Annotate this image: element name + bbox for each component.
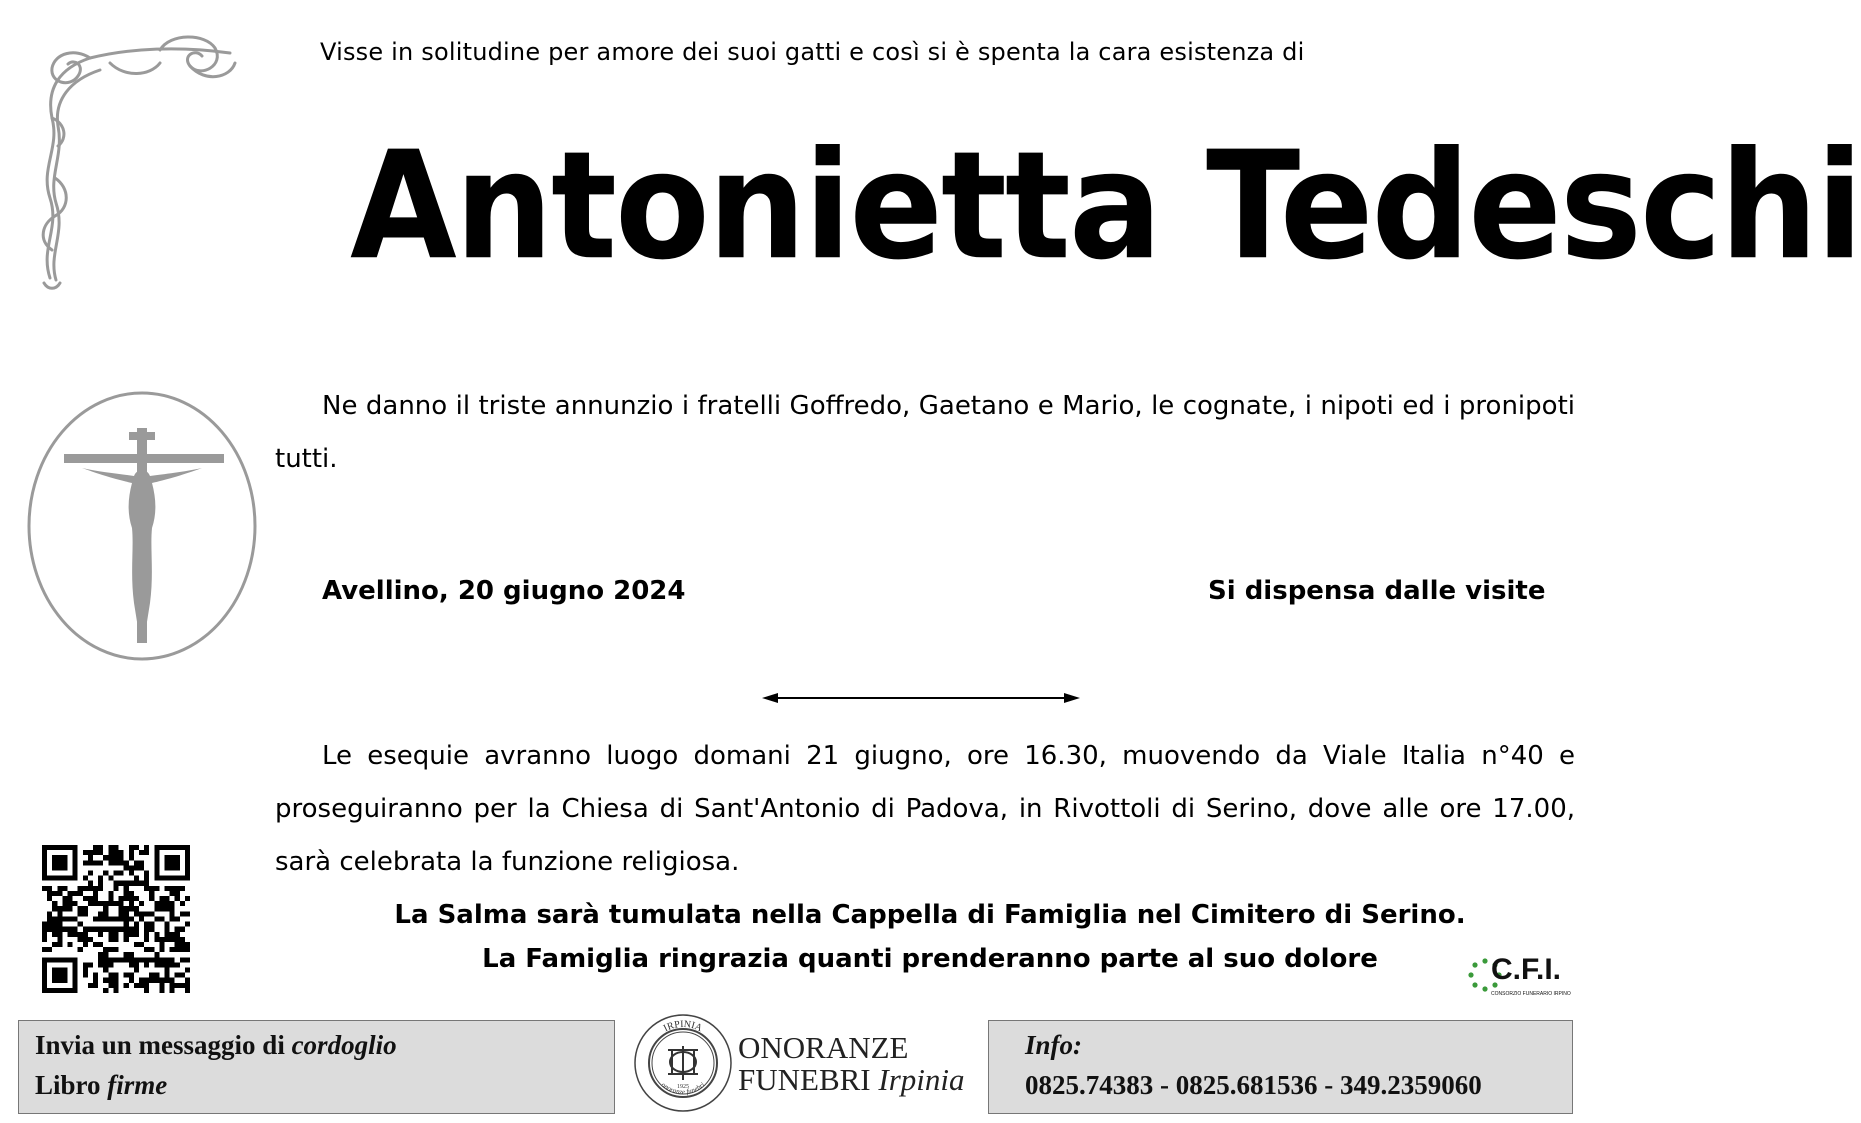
thanks-note: La Famiglia ringrazia quanti prenderanno parte al suo dolore [482, 944, 1378, 974]
seal-bottom-text: onoranze funebri [659, 1080, 707, 1097]
deceased-name: Antonietta Tedeschi [350, 119, 1861, 293]
funeral-paragraph: Le esequie avranno luogo domani 21 giugno, ore 16.30, muovendo da Viale Italia n°40 e proseguiranno per la Chiesa di Sant'Antonio di Padova, in Rivottoli di Serino, dove alle ore 17.00, sarà celebrata la funzione religiosa. [275, 741, 1575, 877]
condolence-box[interactable] [18, 1020, 615, 1114]
seal-year: 1925 [677, 1084, 689, 1090]
burial-note: La Salma sarà tumulata nella Cappella di Famiglia nel Cimitero di Serino. [394, 900, 1466, 930]
info-label: Info: [1025, 1030, 1083, 1060]
brand-name: ONORANZE FUNEBRI Irpinia [738, 1030, 965, 1097]
cfi-logo-icon [1465, 955, 1575, 1003]
info-phones[interactable]: 0825.74383 - 0825.681536 - 349.2359060 [1025, 1070, 1482, 1100]
visits-note: Si dispensa dalle visite [1208, 576, 1546, 606]
cfi-logo-text: C.F.I. [1491, 953, 1562, 986]
seal-logo-icon [632, 1012, 734, 1114]
place-date: Avellino, 20 giugno 2024 [322, 576, 686, 606]
qr-code-icon[interactable] [42, 845, 190, 993]
info-box [988, 1020, 1573, 1114]
announcement-paragraph: Ne danno il triste annunzio i fratelli Goffredo, Gaetano e Mario, le cognate, i nipoti ed i pronipoti tutti. [275, 391, 1575, 474]
crucifix-icon [24, 388, 260, 664]
double-arrow-icon [762, 688, 1080, 708]
guestbook-link[interactable]: Libro firme [35, 1070, 168, 1100]
intro-text: Visse in solitudine per amore dei suoi gatti e così si è spenta la cara esistenza di [320, 38, 1305, 66]
scroll-ornament-icon [30, 28, 245, 290]
cfi-logo-subtext: CONSORZIO FUNERARIO IRPINO [1491, 991, 1571, 997]
condolence-link[interactable]: Invia un messaggio di cordoglio [35, 1030, 397, 1060]
seal-top-text: IRPINIA [661, 1018, 704, 1035]
